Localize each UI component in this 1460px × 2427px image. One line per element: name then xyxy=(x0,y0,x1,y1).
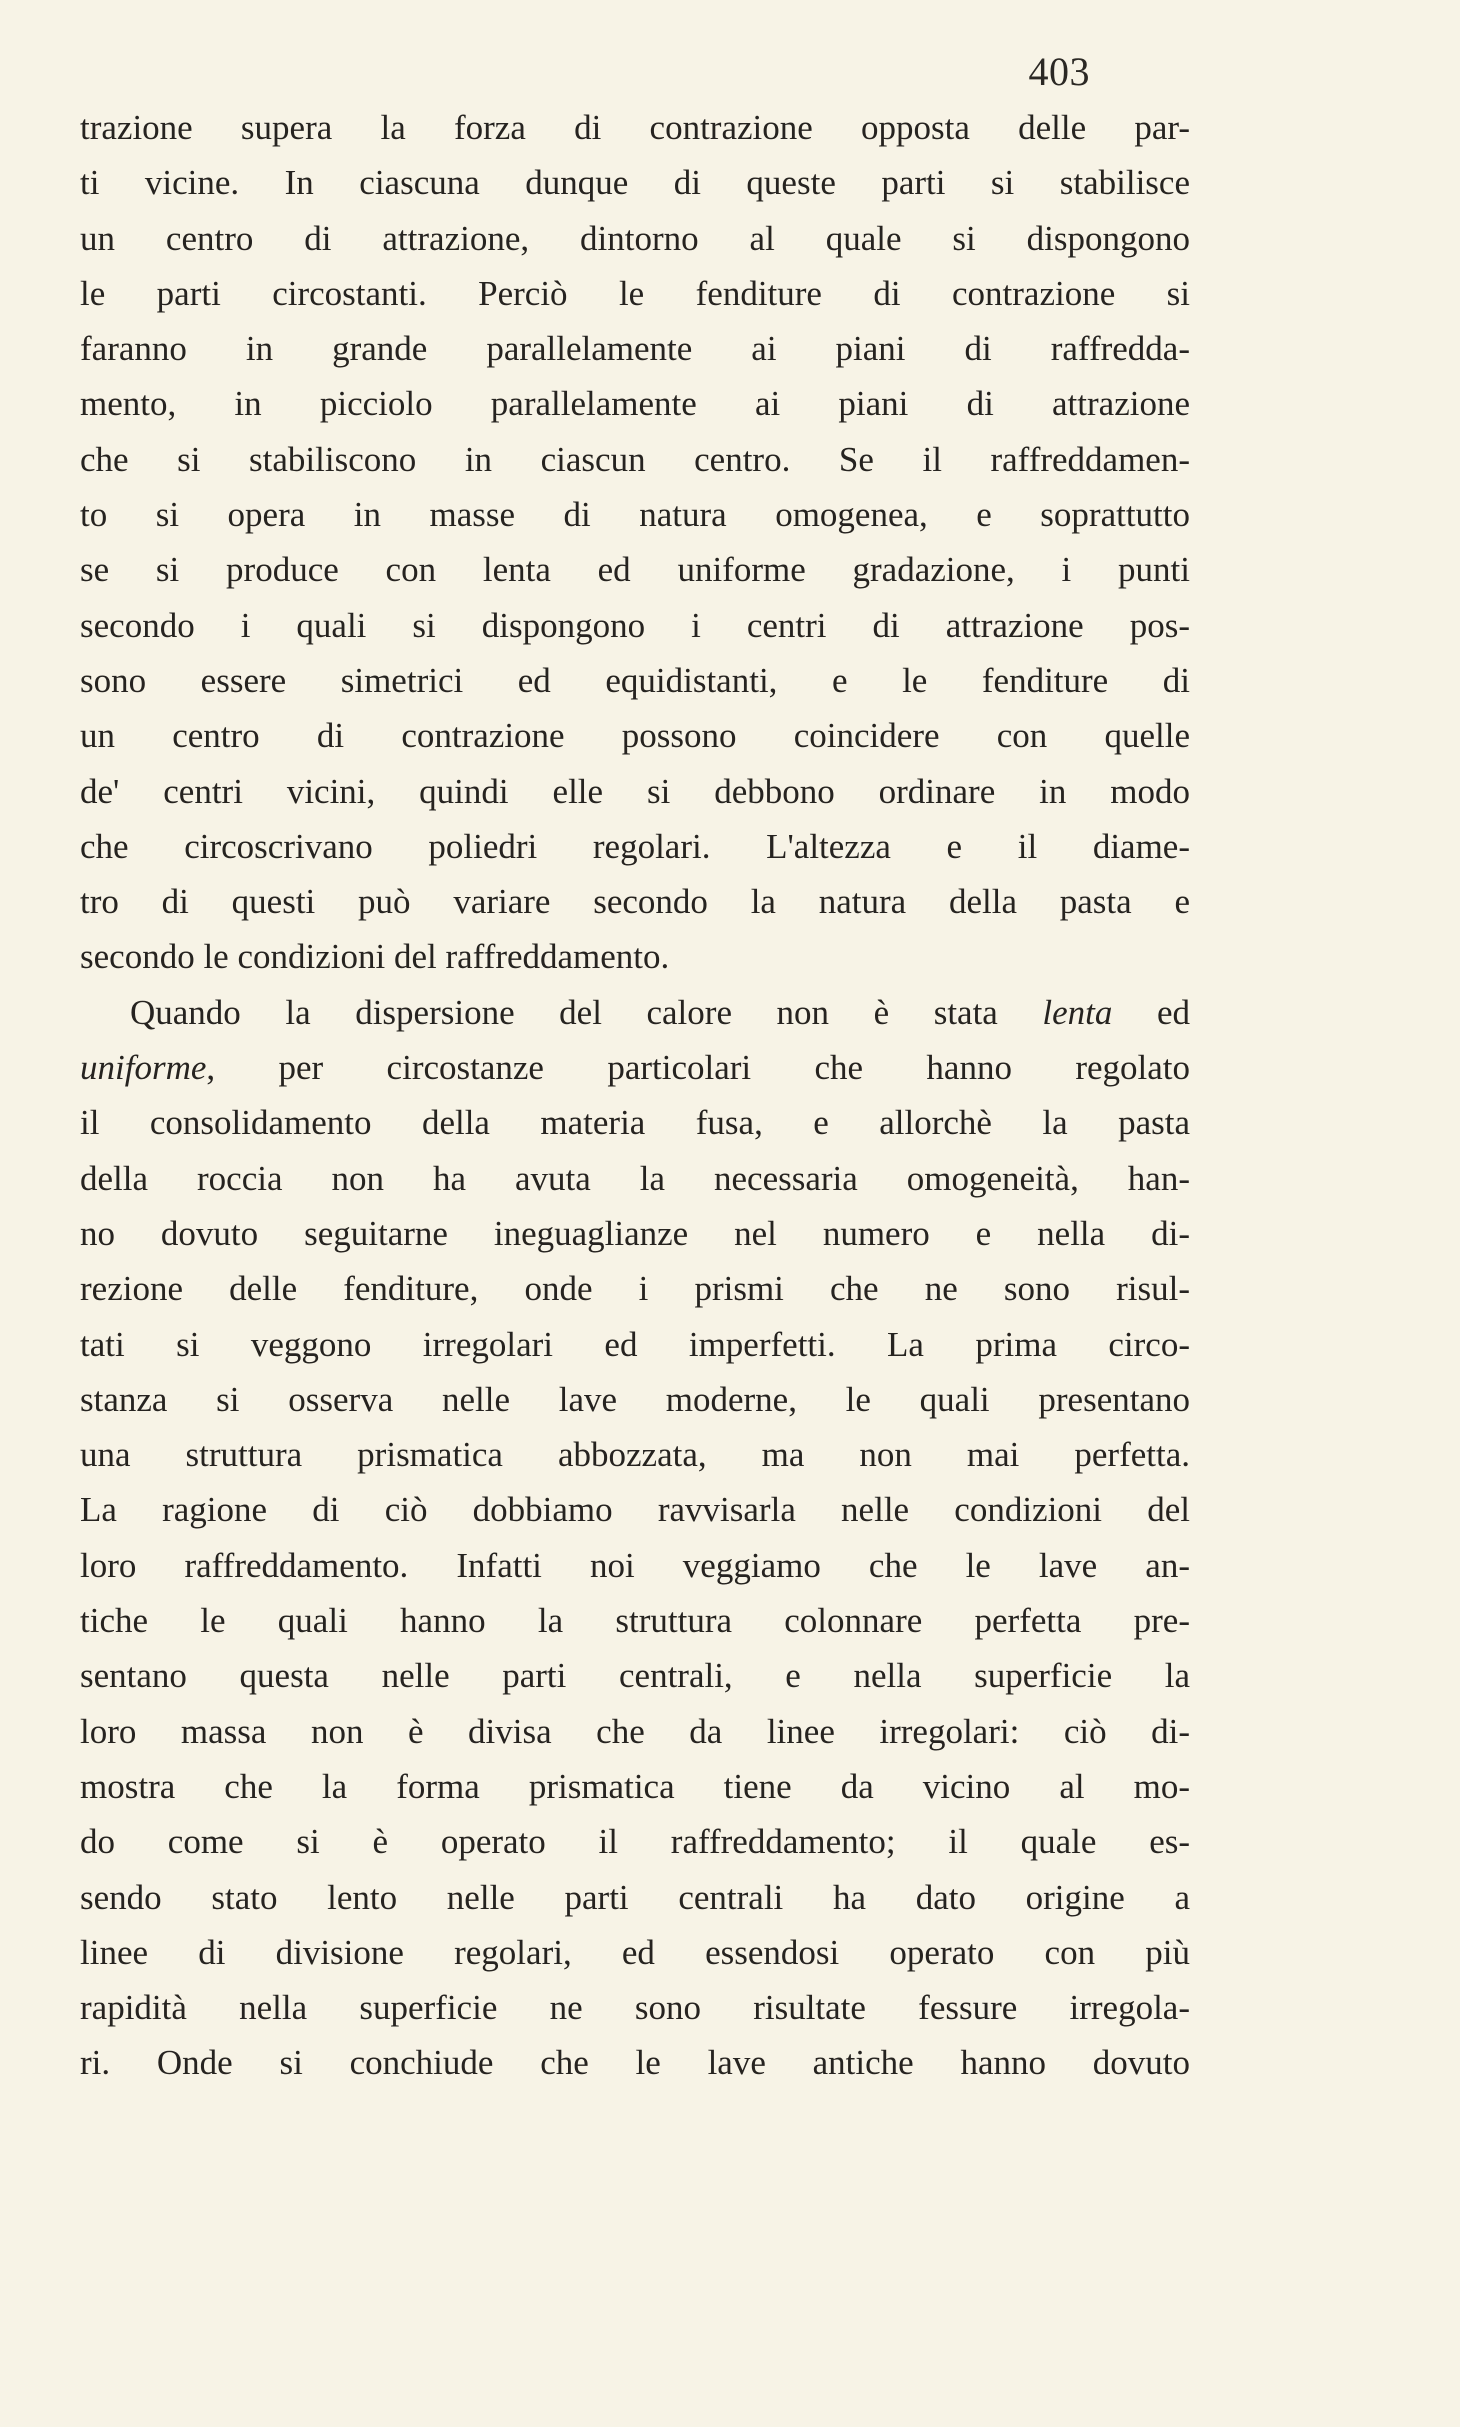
text-line: rezione delle fenditure, onde i prismi che ne sono risul- xyxy=(80,1269,1190,1309)
text-line: loro raffreddamento. Infatti noi veggiamo che le lave an- xyxy=(80,1545,1190,1585)
text-line: sentano questa nelle parti centrali, e nella superficie la xyxy=(80,1656,1190,1696)
text-line: loro massa non è divisa che da linee irregolari: ciò di- xyxy=(80,1711,1190,1751)
italic-word: uniforme xyxy=(80,1048,207,1088)
text-line: se si produce con lenta ed uniforme gradazione, i punti xyxy=(80,550,1190,590)
text-line: secondo le condizioni del raffreddamento. xyxy=(80,937,670,977)
text-line: stanza si osserva nelle lave moderne, le quali presentano xyxy=(80,1379,1190,1419)
page-number: 403 xyxy=(1028,49,1090,94)
text-line: tro di questi può variare secondo la natura della pasta e xyxy=(80,882,1190,922)
text-run: Quando la dispersione del calore non è stata xyxy=(130,992,1043,1032)
text-line: della roccia non ha avuta la necessaria omogeneità, han- xyxy=(80,1158,1190,1198)
text-line: tati si veggono irregolari ed imperfetti. La prima circo- xyxy=(80,1324,1190,1364)
text-line-with-italic xyxy=(80,1040,1190,1095)
text-line: ri. Onde si conchiude che le lave antiche hanno dovuto xyxy=(80,2043,1190,2083)
text-line: mostra che la forma prismatica tiene da vicino al mo- xyxy=(80,1766,1190,1806)
text-line: il consolidamento della materia fusa, e allorchè la pasta xyxy=(80,1103,1190,1143)
text-line: secondo i quali si dispongono i centri di attrazione pos- xyxy=(80,605,1190,645)
text-run: ed xyxy=(1112,992,1190,1032)
text-line: trazione supera la forza di contrazione opposta delle par- xyxy=(80,108,1190,147)
text-line: to si opera in masse di natura omogenea, e soprattutto xyxy=(80,495,1190,535)
text-line: de' centri vicini, quindi elle si debbono ordinare in modo xyxy=(80,771,1190,811)
text-line: rapidità nella superficie ne sono risultate fessure irregola- xyxy=(80,1988,1190,2028)
text-line: sono essere simetrici ed equidistanti, e le fenditure di xyxy=(80,660,1190,700)
text-line: le parti circostanti. Perciò le fenditure di contrazione si xyxy=(80,273,1190,313)
text-line: una struttura prismatica abbozzata, ma non mai perfetta. xyxy=(80,1435,1190,1475)
text-line: un centro di contrazione possono coincidere con quelle xyxy=(80,716,1190,756)
text-line: che circoscrivano poliedri regolari. L'altezza e il diame- xyxy=(80,826,1190,866)
text-line: mento, in picciolo parallelamente ai piani di attrazione xyxy=(80,384,1190,424)
text-line: faranno in grande parallelamente ai piani di raffredda- xyxy=(80,329,1190,369)
text-line: un centro di attrazione, dintorno al quale si dispongono xyxy=(80,218,1190,258)
text-line-with-italic xyxy=(80,985,1190,1040)
text-line: do come si è operato il raffreddamento; il quale es- xyxy=(80,1822,1190,1862)
text-line: tiche le quali hanno la struttura colonnare perfetta pre- xyxy=(80,1601,1190,1641)
text-line: no dovuto seguitarne ineguaglianze nel numero e nella di- xyxy=(80,1213,1190,1253)
text-line: che si stabiliscono in ciascun centro. Se il raffreddamen- xyxy=(80,439,1190,479)
text-run: , per circostanze particolari che hanno regolato xyxy=(206,1048,1190,1088)
italic-word: lenta xyxy=(1042,992,1113,1032)
text-line: La ragione di ciò dobbiamo ravvisarla nelle condizioni del xyxy=(80,1490,1190,1530)
body-text xyxy=(80,100,1190,2091)
text-line: ti vicine. In ciascuna dunque di queste parti si stabilisce xyxy=(80,163,1190,203)
text-line: linee di divisione regolari, ed essendosi operato con più xyxy=(80,1932,1190,1972)
text-line: sendo stato lento nelle parti centrali ha dato origine a xyxy=(80,1877,1190,1917)
